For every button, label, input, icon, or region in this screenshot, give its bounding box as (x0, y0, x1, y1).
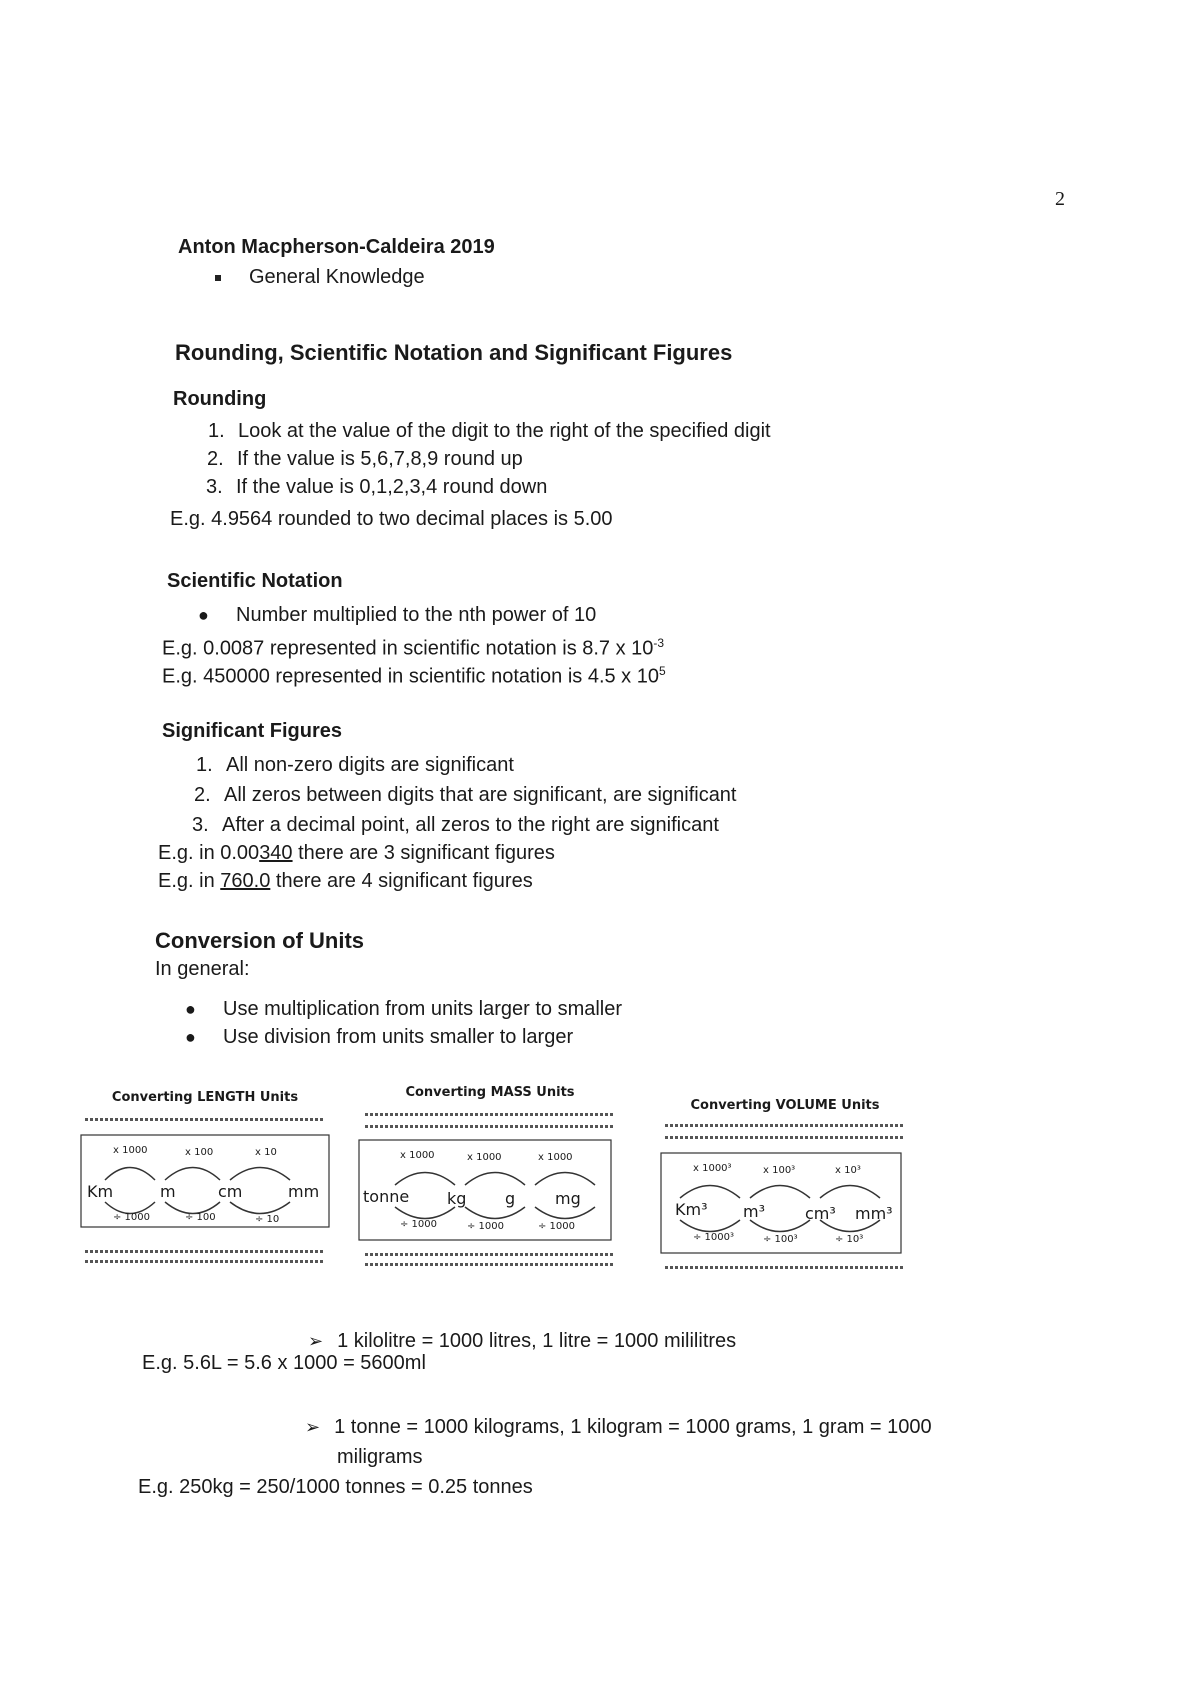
volume-conversion-diagram: Converting VOLUME Units x 1000³ x 100³ x 10³ Km³ m³ cm³ mm³ ÷ 1000³ ÷ 100³ ÷ 10³ (655, 1098, 915, 1288)
rounding-step: 2. If the value is 5,6,7,8,9 round up (207, 448, 523, 470)
mass-conversion-diagram: Converting MASS Units x 1000 x 1000 x 1000 tonne kg g mg ÷ 1000 ÷ 1000 ÷ 1000 (355, 1085, 625, 1275)
volume-rule: ➢ 1 kilolitre = 1000 litres, 1 litre = 1000 mililitres (308, 1330, 737, 1352)
mass-example: E.g. 250kg = 250/1000 tonnes = 0.25 tonnes (138, 1476, 533, 1498)
round-bullet-icon: ● (198, 605, 209, 625)
rounding-example: E.g. 4.9564 rounded to two decimal places is 5.00 (170, 508, 613, 530)
arrow-bullet-icon: ➢ (305, 1417, 321, 1437)
diagram-title: Converting MASS Units (405, 1085, 575, 1100)
sigfig-example-2: E.g. in 760.0 there are 4 significant figures (158, 870, 533, 892)
page-number: 2 (1055, 188, 1065, 210)
conversion-intro: In general: (155, 958, 250, 980)
rounding-step: 3. If the value is 0,1,2,3,4 round down (206, 476, 548, 498)
sigfig-example-1: E.g. in 0.00340 there are 3 significant figures (158, 842, 555, 864)
rounding-step: 1. Look at the value of the digit to the right of the specified digit (208, 420, 771, 442)
volume-example: E.g. 5.6L = 5.6 x 1000 = 5600ml (142, 1352, 426, 1374)
square-bullet-icon (215, 275, 221, 281)
sigfig-step: 1. All non-zero digits are significant (196, 754, 514, 776)
scientific-example-2: E.g. 450000 represented in scientific notation is 4.5 x $10^5$ (162, 664, 666, 688)
sigfig-heading: Significant Figures (162, 720, 343, 742)
conversion-bullet: ● Use multiplication from units larger to smaller (185, 998, 623, 1020)
diagram-title: Converting VOLUME Units (690, 1098, 880, 1113)
scientific-example-1: E.g. 0.0087 represented in scientific notation is 8.7 x $10^{-3}$ (162, 636, 665, 660)
fine-print (85, 1260, 325, 1263)
length-conversion-diagram: Converting LENGTH Units x 1000 x 100 x 10 Km m cm mm ÷ 1000 ÷ 100 ÷ 10 (75, 1090, 335, 1280)
fine-print (365, 1263, 615, 1266)
conversion-heading: Conversion of Units (155, 928, 365, 953)
main-heading: Rounding, Scientific Notation and Significant Figures (175, 340, 733, 365)
sigfig-step: 3. After a decimal point, all zeros to the right are significant (192, 814, 719, 836)
conversion-arrows-icon (355, 1085, 625, 1275)
sigfig-step: 2. All zeros between digits that are significant, are significant (194, 784, 737, 806)
topic-bullet (215, 266, 425, 289)
conversion-bullet: ● Use division from units smaller to larger (185, 1026, 574, 1048)
scientific-bullet: ● Number multiplied to the nth power of 10 (198, 604, 597, 626)
diagram-title: Converting LENGTH Units (111, 1090, 299, 1105)
author-line: Anton Macpherson-Caldeira 2019 (178, 236, 495, 258)
rounding-heading: Rounding (173, 388, 267, 410)
fine-print (665, 1266, 905, 1269)
mass-rule-continued: miligrams (337, 1446, 423, 1468)
round-bullet-icon: ● (185, 999, 196, 1019)
topic-text: General Knowledge (249, 266, 425, 288)
fine-print (85, 1250, 325, 1253)
mass-rule: ➢ 1 tonne = 1000 kilograms, 1 kilogram = 1000 grams, 1 gram = 1000 (305, 1416, 932, 1438)
scientific-heading: Scientific Notation (167, 570, 343, 592)
arrow-bullet-icon: ➢ (308, 1331, 324, 1351)
fine-print (365, 1253, 615, 1256)
conversion-arrows-icon (655, 1098, 915, 1288)
round-bullet-icon: ● (185, 1027, 196, 1047)
